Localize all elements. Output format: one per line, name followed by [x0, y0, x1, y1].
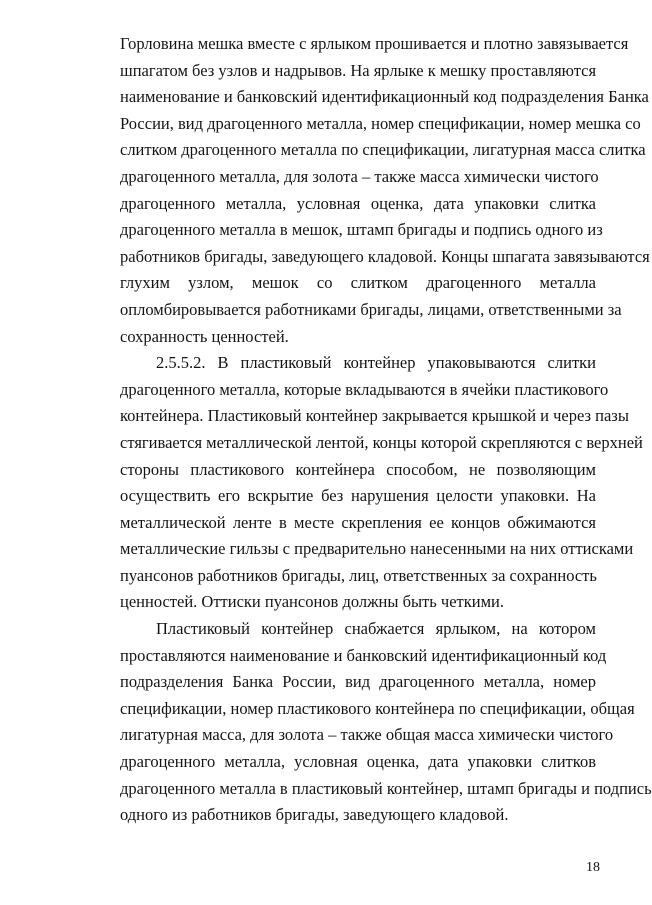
- paragraph-2: [120, 350, 643, 616]
- text-line: металлической ленте в месте скрепления ее концов обжимаются: [120, 512, 596, 532]
- text-line: стороны пластикового контейнера способом, не позволяющим: [120, 459, 596, 479]
- text-line: драгоценного металла, которые вкладываются в ячейки пластикового: [120, 379, 609, 399]
- text-line: контейнера. Пластиковый контейнер закрывается крышкой и через пазы: [120, 406, 629, 426]
- text-line: стягивается металлической лентой, концы которой скрепляются с верхней: [120, 432, 643, 452]
- text-line: работников бригады, заведующего кладовой. Концы шпагата завязываются: [120, 246, 650, 266]
- text-line: спецификации, номер пластикового контейнера по спецификации, общая: [120, 698, 635, 718]
- text-line: пуансонов работников бригады, лиц, ответственных за сохранность: [120, 565, 597, 585]
- text-line: 2.5.5.2. В пластиковый контейнер упаковываются слитки: [156, 353, 596, 373]
- text-line: драгоценного металла в пластиковый контейнер, штамп бригады и подпись: [120, 778, 652, 798]
- text-line: драгоценного металла, условная оценка, дата упаковки слитка: [120, 193, 596, 213]
- text-line: слитком драгоценного металла по спецификации, лигатурная масса слитка: [120, 140, 646, 160]
- document-body: [120, 31, 652, 829]
- text-line: наименование и банковский идентификационный код подразделения Банка: [120, 87, 649, 107]
- text-line: Пластиковый контейнер снабжается ярлыком, на котором: [156, 619, 596, 639]
- text-line: одного из работников бригады, заведующего кладовой.: [120, 805, 509, 825]
- paragraph-1: [120, 31, 650, 350]
- text-line: металлические гильзы с предварительно нанесенными на них оттисками: [120, 539, 634, 559]
- text-line: драгоценного металла, для золота – также масса химически чистого: [120, 166, 599, 186]
- text-line: осуществить его вскрытие без нарушения целости упаковки. На: [120, 486, 596, 506]
- page-number: 18: [586, 860, 600, 875]
- text-line: сохранность ценностей.: [120, 326, 289, 346]
- paragraph-3: [120, 616, 652, 829]
- text-line: лигатурная масса, для золота – также общая масса химически чистого: [120, 725, 614, 745]
- text-line: драгоценного металла, условная оценка, дата упаковки слитков: [120, 752, 596, 772]
- text-line: глухим узлом, мешок со слитком драгоценного металла: [120, 273, 596, 293]
- text-line: подразделения Банка России, вид драгоценного металла, номер: [120, 672, 596, 692]
- text-line: драгоценного металла в мешок, штамп бригады и подпись одного из: [120, 220, 603, 240]
- text-line: России, вид драгоценного металла, номер спецификации, номер мешка со: [120, 113, 641, 133]
- text-line: опломбировывается работниками бригады, лицами, ответственными за: [120, 299, 622, 319]
- text-line: Горловина мешка вместе с ярлыком прошивается и плотно завязывается: [120, 34, 629, 53]
- text-line: шпагатом без узлов и надрывов. На ярлыке к мешку проставляются: [120, 60, 597, 80]
- text-line: ценностей. Оттиски пуансонов должны быть четкими.: [120, 592, 504, 612]
- text-line: проставляются наименование и банковский идентификационный код: [120, 645, 607, 665]
